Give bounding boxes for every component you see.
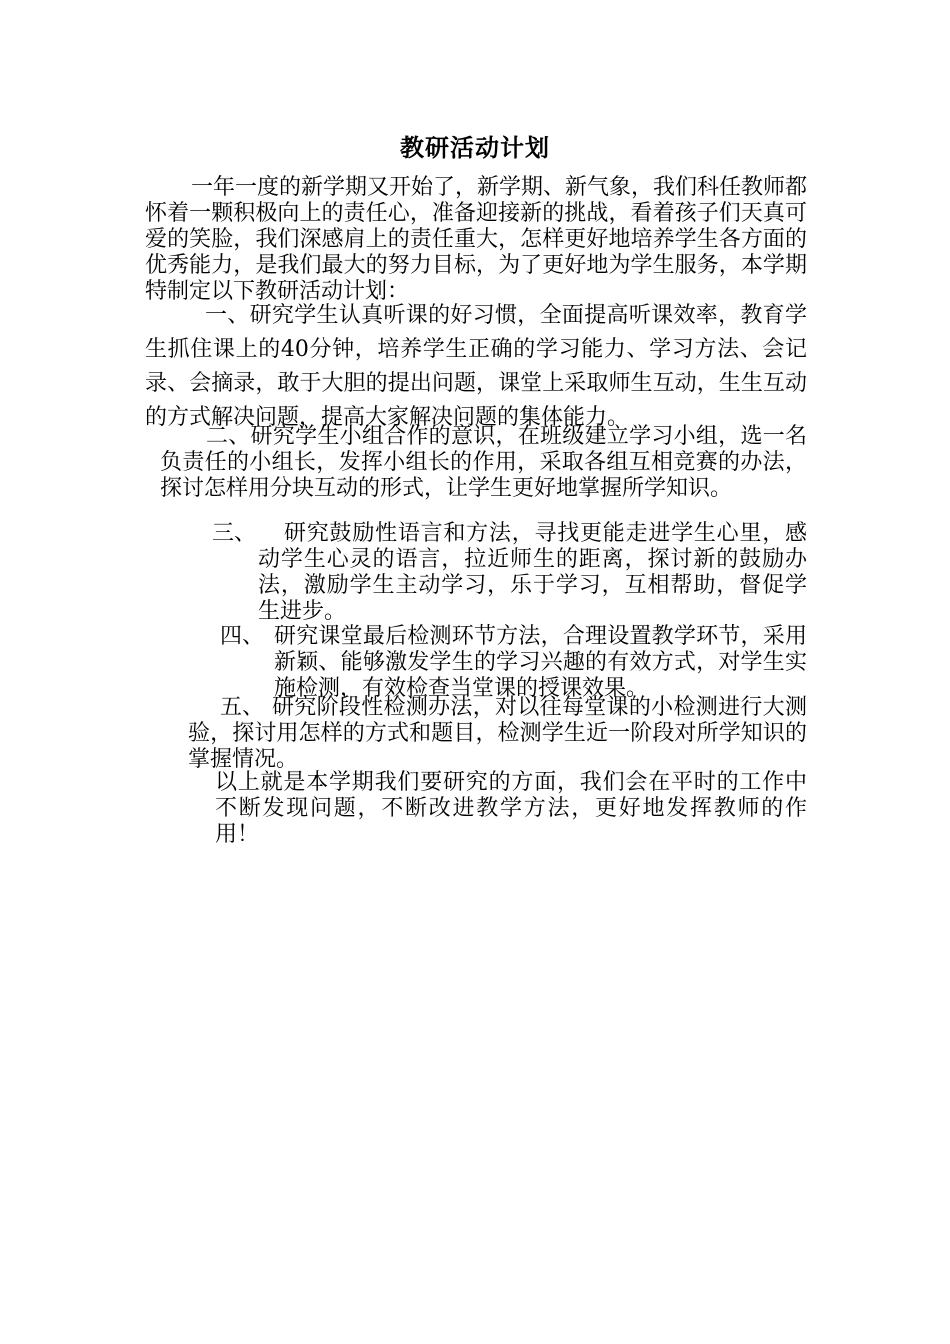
plan-item-2: 二、研究学生小组合作的意识，在班级建立学习小组，选一名负责任的小组长，发挥小组长的作用，采取各组互相竞赛的办法，探讨怎样用分块互动的形式，让学生更好地掌握所学知识。 (160, 424, 807, 501)
plan-item-4 (220, 624, 807, 702)
plan-item-5-text: 研究阶段性检测办法，对以往每堂课的小检测进行大测验，探讨用怎样的方式和题目，检测学生近一阶段对所学知识的掌握情况。 (188, 695, 807, 772)
closing-paragraph: 以上就是本学期我们要研究的方面，我们会在平时的工作中不断发现问题，不断改进教学方法，更好地发挥教师的作用！ (215, 770, 807, 847)
plan-item-3-text: 研究鼓励性语言和方法，寻找更能走进学生心里，感动学生心灵的语言，拉近师生的距离，探讨新的鼓励办法，激励学生主动学习，乐于学习，互相帮助，督促学生进步。 (258, 521, 807, 624)
intro-paragraph: 一年一度的新学期又开始了，新学期、新气象，我们科任教师都怀着一颗积极向上的责任心，准备迎接新的挑战，看着孩子们天真可爱的笑脸，我们深感肩上的责任重大，怎样更好地培养学生各方面的优秀能力，是我们最大的努力目标，为了更好地为学生服务，本学期特制定以下教研活动计划： (145, 175, 808, 304)
plan-item-3-number: 三、 (212, 521, 257, 546)
plan-item-5 (188, 695, 807, 773)
plan-item-4-text: 研究课堂最后检测环节方法，合理设置教学环节，采用新颖、能够激发学生的学习兴趣的有效方式，对学生实施检测，有效检查当堂课的授课效果。 (274, 624, 807, 701)
plan-item-5-number: 五、 (220, 695, 265, 720)
plan-item-1: 一、研究学生认真听课的好习惯，全面提高听课效率，教育学生抓住课上的40分钟，培养学生正确的学习能力、学习方法、会记录、会摘录，敢于大胆的提出问题，课堂上采取师生互动，生生互动的方式解决问题，提高大家解决问题的集体能力。 (145, 303, 807, 430)
document-title: 教研活动计划 (400, 133, 550, 162)
plan-item-3 (212, 521, 807, 625)
plan-item-4-number: 四、 (220, 624, 265, 649)
